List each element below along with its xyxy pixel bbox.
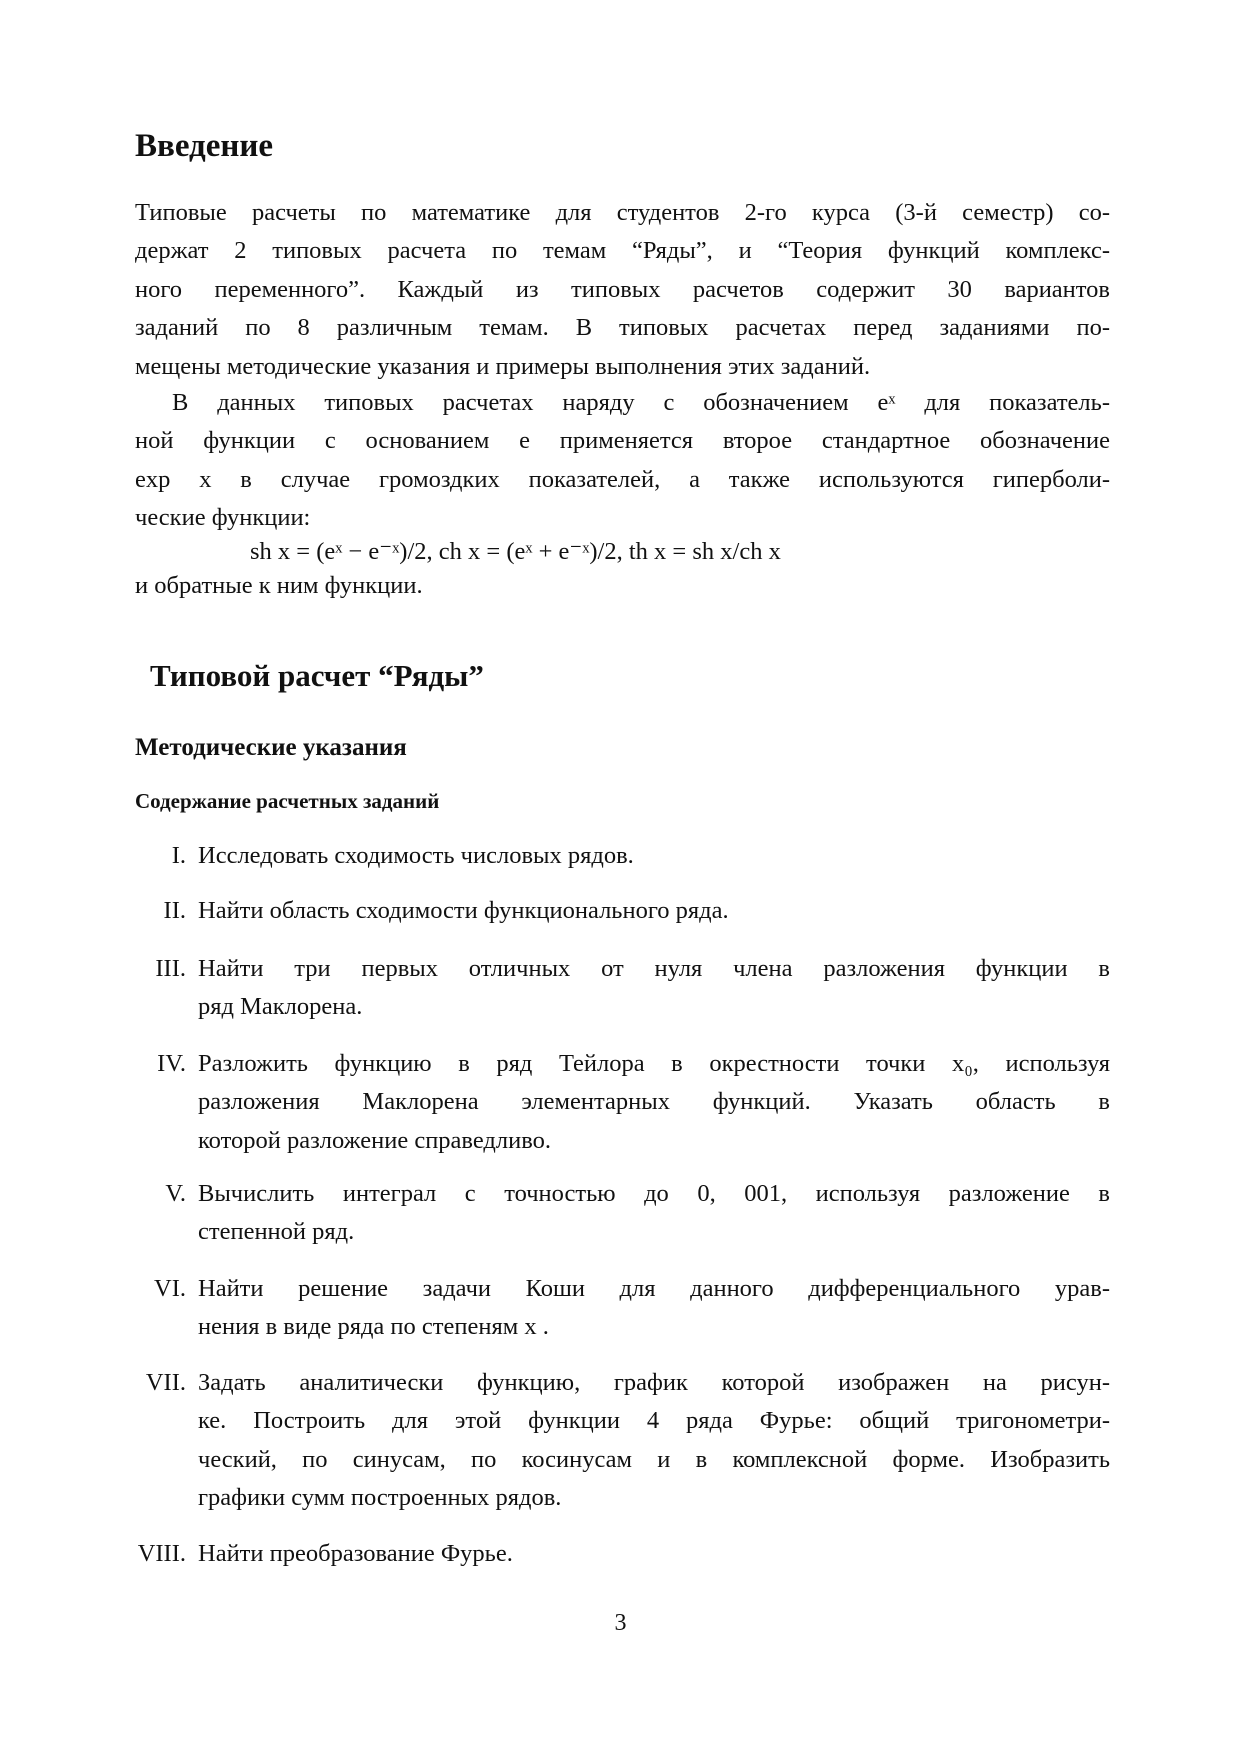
task-text [198,1364,1110,1518]
text-line: Задать аналитически функцию, график которой изображен на рисун- [198,1369,1110,1396]
task-text [198,1045,1110,1160]
text-line: нения в виде ряда по степеням x . [198,1313,549,1341]
text-line: Типовые расчеты по математике для студентов 2-го курса (3-й семестр) со- [135,199,1110,226]
task-number: VI. [154,1275,186,1302]
text-line: Найти решение задачи Коши для данного дифференциального урав- [198,1275,1110,1302]
section-heading: Типовой расчет “Ряды” [150,658,484,693]
text-line: Разложить функцию в ряд Тейлора в окрестности точки x₀, используя [198,1050,1110,1077]
task-number: III. [155,955,186,982]
task-text [198,1270,1110,1347]
task-number: II. [163,897,186,924]
text-line: мещены методические указания и примеры выполнения этих заданий. [135,352,871,380]
task-number: V. [165,1180,186,1207]
text-line: ческие функции: [135,504,311,532]
text-line: exp x в случае громоздких показателей, а также используются гиперболи- [135,465,1110,493]
task-number: I. [171,842,186,869]
task-number: VII. [145,1369,186,1396]
text-line: ного переменного”. Каждый из типовых расчетов содержит 30 вариантов [135,275,1110,303]
text-line: ческий, по синусам, по косинусам и в комплексной форме. Изобразить [198,1445,1110,1473]
text-line: Исследовать сходимость числовых рядов. [198,842,634,869]
task-text [198,837,1110,875]
text-line: разложения Маклорена элементарных функций. Указать область в [198,1088,1110,1116]
text-line: степенной ряд. [198,1218,355,1246]
text-line: держат 2 типовых расчета по темам “Ряды”, и “Теория функций комплекс- [135,237,1110,265]
task-number: VIII. [137,1540,186,1567]
task-text [198,1175,1110,1252]
intro-heading: Введение [135,128,274,164]
text-line: ной функции с основанием e применяется второе стандартное обозначение [135,427,1110,455]
text-line: В данных типовых расчетах наряду с обозначением eˣ для показатель- [172,389,1110,416]
text-line: заданий по 8 различным темам. В типовых расчетах перед заданиями по- [135,314,1110,342]
intro-paragraph-2 [135,384,1110,538]
formula-followup-text: и обратные к ним функции. [135,572,423,599]
task-text [198,1535,1110,1573]
text-line: Найти три первых отличных от нуля члена разложения функции в [198,955,1110,982]
page-number: 3 [614,1610,627,1636]
text-line: графики сумм построенных рядов. [198,1484,562,1512]
text-line: Найти преобразование Фурье. [198,1540,513,1567]
text-line: которой разложение справедливо. [198,1126,551,1154]
task-number: IV. [157,1050,186,1077]
text-line: ряд Маклорена. [198,993,363,1021]
text-line: ке. Построить для этой функции 4 ряда Фурье: общий тригонометри- [198,1407,1110,1435]
subsection-heading: Методические указания [135,734,407,761]
intro-paragraph-1 [135,194,1110,386]
text-line: Вычислить интеграл с точностью до 0, 001, используя разложение в [198,1180,1110,1207]
subsubsection-heading: Содержание расчетных заданий [135,789,440,813]
task-text [198,950,1110,1027]
hyperbolic-formula: sh x = (eˣ − e⁻ˣ)/2, ch x = (eˣ + e⁻ˣ)/2, th x = sh x/ch x [250,538,781,565]
text-line: Найти область сходимости функционального ряда. [198,897,729,924]
task-text [198,892,1110,930]
